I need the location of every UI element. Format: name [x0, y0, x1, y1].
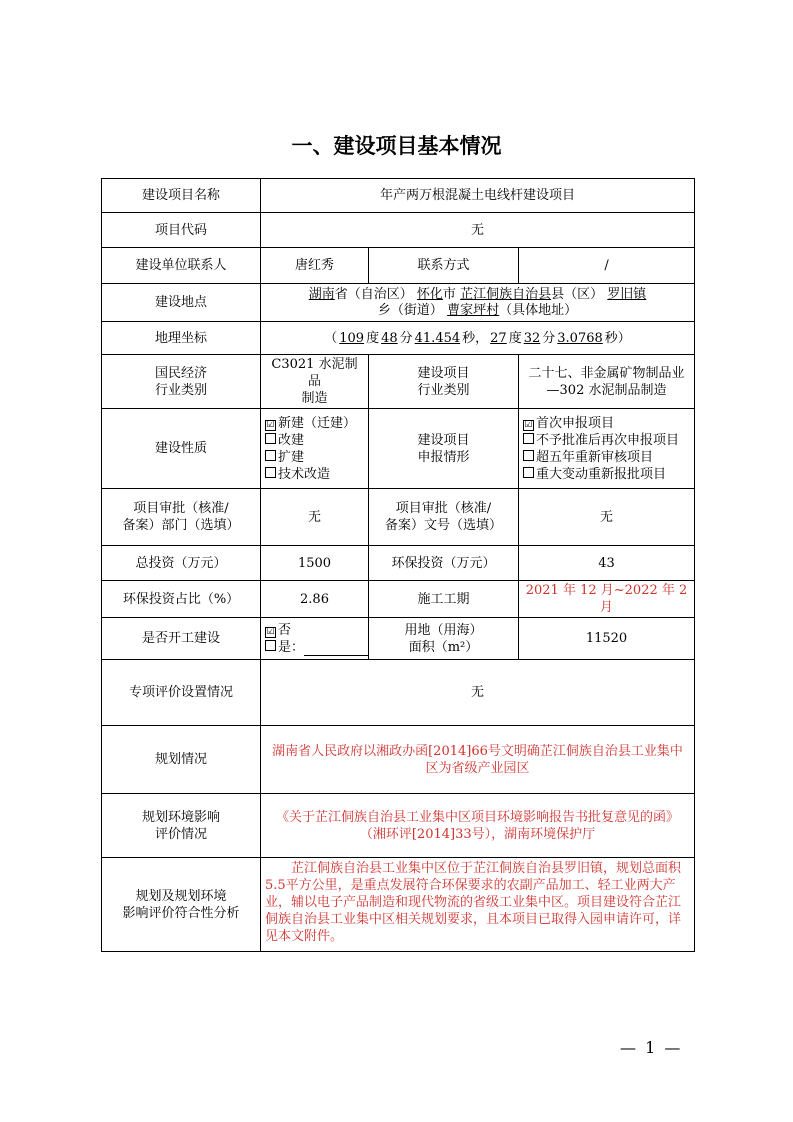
value-construction-period: 2021 年 12 月~2022 年 2 月	[519, 581, 695, 618]
nature-option-tech-label: 技术改造	[278, 466, 331, 482]
value-planning: 湖南省人民政府以湘政办函[2014]66号文明确芷江侗族自治县工业集中区为省级产业园区	[261, 726, 695, 794]
nature-option-rebuild-label: 改建	[278, 432, 305, 448]
label-industry-l2: 行业类别	[154, 382, 207, 398]
label-conformity-l2: 影响评价符合性分析	[122, 905, 240, 921]
label-land-area-l2: 面积（m²）	[408, 639, 479, 655]
value-project-industry-l2: —302 水泥制品制造	[546, 382, 667, 398]
label-contact: 建设单位联系人	[102, 248, 261, 284]
value-conformity: 芷江侗族自治县工业集中区位于芷江侗族自治县罗旧镇，规划总面积5.5平方公里，是重点发展符合环保要求的农副产品加工、轻工业两大产业，辅以电子产品制造和现代物流的省级工业集中区。项目建设符合芷江侗族自治县工业集中区相关规划要求，且本项目已取得入园申请许可，详见本文附件。	[261, 858, 695, 952]
nature-option-rebuild[interactable]	[265, 432, 364, 449]
value-coordinates	[261, 322, 695, 355]
row-contact	[102, 248, 695, 284]
row-special	[102, 660, 695, 726]
row-project-name	[102, 179, 695, 213]
checkbox-icon	[265, 467, 276, 478]
label-location: 建设地点	[102, 284, 261, 322]
row-planning	[102, 726, 695, 794]
value-env-investment: 43	[519, 546, 695, 581]
label-approval-doc	[369, 489, 519, 546]
value-industry-l2: 制造	[301, 391, 328, 406]
label-declare-l2: 申报情形	[417, 449, 470, 465]
section-title: 一、建设项目基本情况	[291, 134, 502, 158]
row-project-code	[102, 213, 695, 248]
started-yes-blank-field[interactable]	[304, 642, 368, 656]
label-declare	[369, 409, 519, 489]
label-approval-dept-l1: 项目审批（核准/	[133, 501, 229, 516]
checkbox-icon: ☑	[266, 626, 275, 637]
label-started: 是否开工建设	[102, 618, 261, 660]
value-location	[261, 284, 695, 322]
label-conformity-l1: 规划及规划环境	[135, 888, 227, 904]
declare-option-first[interactable]	[523, 415, 690, 432]
coord-min-unit: 分	[399, 330, 413, 346]
label-nature: 建设性质	[102, 409, 261, 489]
label-land-area	[369, 618, 519, 660]
nature-option-new[interactable]	[265, 415, 364, 432]
coord-deg-unit: 度	[366, 330, 380, 346]
label-planning-env	[102, 794, 261, 858]
coord-min-unit-2: 分	[542, 330, 556, 346]
value-project-name: 年产两万根混凝土电线杆建设项目	[261, 179, 695, 213]
label-conformity	[102, 858, 261, 952]
loc-province: 湖南	[308, 286, 335, 302]
label-env-ratio: 环保投资占比（%）	[102, 581, 261, 618]
row-started	[102, 618, 695, 660]
loc-village: 曹家坪村	[447, 302, 500, 318]
value-industry	[261, 355, 369, 409]
label-coordinates: 地理坐标	[102, 322, 261, 355]
nature-option-expand[interactable]	[265, 449, 364, 466]
loc-province-suffix: 省（自治区）	[334, 286, 413, 302]
label-planning: 规划情况	[102, 726, 261, 794]
checkbox-icon	[523, 433, 534, 444]
nature-option-tech[interactable]	[265, 466, 364, 483]
value-approval-doc: 无	[519, 489, 695, 546]
label-industry-l1: 国民经济	[154, 365, 207, 381]
row-industry	[102, 355, 695, 409]
coord-lon-sec: 41.454	[414, 330, 461, 346]
value-contact-method: /	[519, 248, 695, 284]
declare-option-five-year-label: 超五年重新审核项目	[536, 449, 654, 465]
page-number: — 1 —	[620, 1038, 683, 1057]
row-coordinates	[102, 322, 695, 355]
row-nature	[102, 409, 695, 489]
label-project-industry-l2: 行业类别	[417, 382, 470, 398]
started-option-yes-label: 是：	[278, 639, 305, 655]
declare-option-resubmit-label: 不予批准后再次申报项目	[536, 432, 680, 448]
coord-lon-deg: 109	[339, 330, 365, 346]
value-contact-name: 唐红秀	[261, 248, 369, 284]
coord-sec-unit: 秒，	[462, 330, 489, 346]
label-contact-method: 联系方式	[369, 248, 519, 284]
checkbox-icon: ☑	[266, 419, 275, 430]
started-option-no-label: 否	[278, 622, 292, 638]
started-options	[261, 618, 369, 660]
started-option-no[interactable]	[265, 622, 364, 639]
value-project-industry	[519, 355, 695, 409]
checkbox-icon	[523, 450, 534, 461]
checkbox-icon: ☑	[524, 419, 533, 430]
label-land-area-l1: 用地（用海）	[404, 622, 483, 638]
started-option-yes[interactable]	[265, 639, 364, 656]
declare-option-first-label: 首次申报项目	[536, 415, 615, 431]
value-investment: 1500	[261, 546, 369, 581]
loc-county: 芷江侗族自治县	[460, 286, 552, 302]
loc-town-suffix: 乡（街道）	[377, 302, 443, 318]
checkbox-icon	[265, 450, 276, 461]
loc-city-suffix: 市	[442, 286, 456, 302]
label-industry	[102, 355, 261, 409]
value-project-industry-l1: 二十七、非金属矿物制品业	[528, 365, 685, 381]
coord-lon-min: 48	[381, 330, 398, 346]
label-construction-period: 施工工期	[369, 581, 519, 618]
value-land-area: 11520	[519, 618, 695, 660]
coord-lat-sec: 3.0768	[557, 330, 603, 346]
value-special: 无	[261, 660, 695, 726]
label-planning-env-l2: 评价情况	[154, 826, 207, 842]
label-approval-dept-l2: 备案）部门（选填）	[122, 518, 240, 533]
declare-option-five-year[interactable]	[523, 449, 690, 466]
loc-county-suffix: 县（区）	[551, 286, 604, 302]
checkbox-icon	[523, 467, 534, 478]
value-planning-env: 《关于芷江侗族自治县工业集中区项目环境影响报告书批复意见的函》（湘环评[2014]33号），湖南环境保护厅	[261, 794, 695, 858]
declare-option-resubmit[interactable]	[523, 432, 690, 449]
label-project-industry-l1: 建设项目	[417, 365, 470, 381]
coord-lat-deg: 27	[490, 330, 507, 346]
coord-deg-unit-2: 度	[508, 330, 522, 346]
project-info-table	[101, 178, 695, 952]
checkbox-icon	[265, 433, 276, 444]
row-location	[102, 284, 695, 322]
label-special: 专项评价设置情况	[102, 660, 261, 726]
declare-option-major-change-label: 重大变动重新报批项目	[536, 466, 667, 482]
loc-city: 怀化	[416, 286, 443, 302]
loc-village-suffix: （具体地址）	[499, 302, 578, 318]
nature-option-expand-label: 扩建	[278, 449, 305, 465]
row-conformity	[102, 858, 695, 952]
value-industry-l1: C3021 水泥制品	[271, 357, 358, 389]
checkbox-icon	[265, 640, 276, 651]
label-planning-env-l1: 规划环境影响	[141, 809, 220, 825]
row-approval	[102, 489, 695, 546]
label-approval-dept	[102, 489, 261, 546]
value-approval-dept: 无	[261, 489, 369, 546]
value-env-ratio: 2.86	[261, 581, 369, 618]
label-project-industry	[369, 355, 519, 409]
coord-sec-unit-end: 秒）	[604, 330, 631, 346]
label-env-investment: 环保投资（万元）	[369, 546, 519, 581]
declare-option-major-change[interactable]	[523, 466, 690, 483]
label-declare-l1: 建设项目	[417, 432, 470, 448]
label-approval-doc-l2: 备案）文号（选填）	[384, 518, 502, 533]
row-ratio	[102, 581, 695, 618]
coord-open: （	[324, 330, 338, 346]
nature-options	[261, 409, 369, 489]
value-project-code: 无	[261, 213, 695, 248]
label-approval-doc-l1: 项目审批（核准/	[395, 501, 492, 516]
nature-option-new-label: 新建（迁建）	[278, 415, 357, 431]
label-project-name: 建设项目名称	[102, 179, 261, 213]
label-investment: 总投资（万元）	[102, 546, 261, 581]
label-project-code: 项目代码	[102, 213, 261, 248]
coord-lat-min: 32	[523, 330, 541, 346]
row-planning-env	[102, 794, 695, 858]
loc-town: 罗旧镇	[607, 286, 647, 302]
row-investment	[102, 546, 695, 581]
declare-options	[519, 409, 695, 489]
